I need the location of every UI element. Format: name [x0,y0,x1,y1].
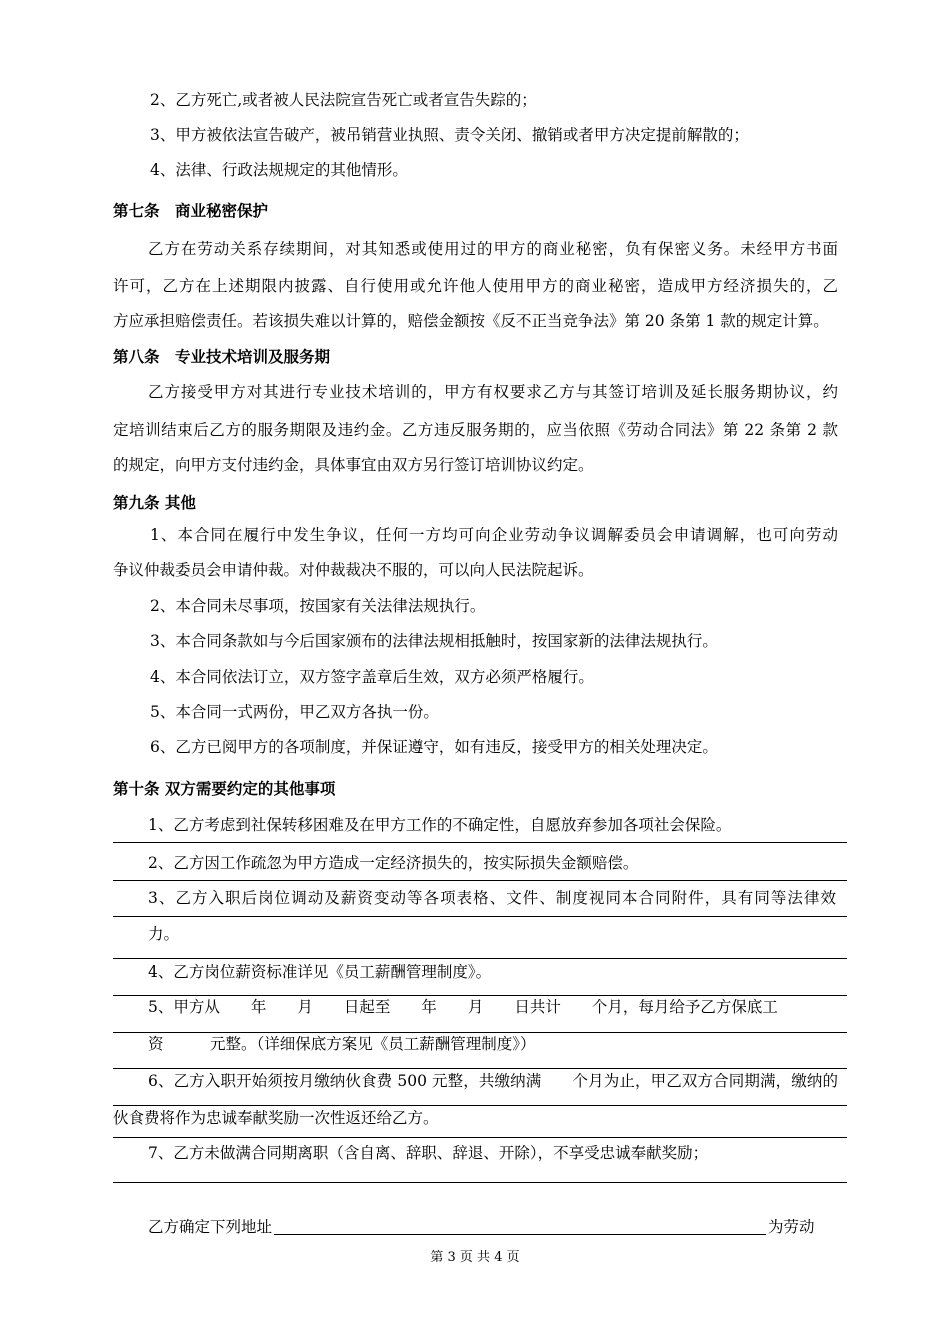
address-trailing-text: 为劳动 [768,1218,815,1236]
section-heading: 第九条 其他 [113,493,196,512]
text-line: 3、本合同条款如与今后国家颁布的法律法规相抵触时，按国家新的法律法规执行。 [150,632,718,650]
underline [113,916,847,917]
text-line: 争议仲裁委员会申请仲裁。对仲裁裁决不服的，可以向人民法院起诉。 [113,561,594,579]
text-line: 伙食费将作为忠诚奉献奖励一次性返还给乙方。 [113,1109,439,1127]
underline [113,1032,847,1033]
page-number: 第 3 页 共 4 页 [430,1250,520,1265]
underline [113,1105,847,1106]
text-line: 2、乙方因工作疏忽为甲方造成一定经济损失的，按实际损失金额赔偿。 [148,854,639,872]
text-line: 资 元整。（详细保底方案见《员工薪酬管理制度》） [148,1035,536,1053]
text-line: 2、本合同未尽事项，按国家有关法律法规执行。 [150,597,486,615]
text-line: 乙方在劳动关系存续期间，对其知悉或使用过的甲方的商业秘密，负有保密义务。未经甲方书面 [148,240,838,258]
text-line: 4、本合同依法订立，双方签字盖章后生效，双方必须严格履行。 [150,668,594,686]
address-label: 乙方确定下列地址 [148,1218,273,1236]
text-line: 5、甲方从 年 月 日起至 年 月 日共计 个月，每月给予乙方保底工 [148,998,778,1016]
text-line: 方应承担赔偿责任。若该损失难以计算的，赔偿金额按《反不正当竞争法》第 20 条第 1 款的规定计算。 [113,312,829,330]
text-line: 7、乙方未做满合同期离职（含自离、辞职、辞退、开除），不享受忠诚奉献奖励； [148,1144,709,1162]
underline [113,995,847,996]
text-line: 3、甲方被依法宣告破产，被吊销营业执照、责令关闭、撤销或者甲方决定提前解散的； [150,126,749,144]
text-line: 3、乙方入职后岗位调动及薪资变动等各项表格、文件、制度视同本合同附件，具有同等法律效 [148,889,836,907]
text-line: 1、乙方考虑到社保转移困难及在甲方工作的不确定性，自愿放弃参加各项社会保险。 [148,816,732,834]
section-heading: 第八条 专业技术培训及服务期 [113,347,331,366]
section-heading: 第十条 双方需要约定的其他事项 [113,779,336,798]
text-line: 2、乙方死亡,或者被人民法院宣告死亡或者宣告失踪的； [150,91,537,109]
address-blank[interactable] [274,1234,766,1235]
text-line: 乙方接受甲方对其进行专业技术培训的，甲方有权要求乙方与其签订培训及延长服务期协议，约 [148,383,838,401]
text-line: 许可，乙方在上述期限内披露、自行使用或允许他人使用甲方的商业秘密，造成甲方经济损失的，乙 [113,277,838,295]
section-heading: 第七条 商业秘密保护 [113,201,269,220]
text-line: 6、乙方入职开始须按月缴纳伙食费 500 元整，共缴纳满 个月为止，甲乙双方合同期满，缴纳的 [148,1072,838,1090]
text-line: 6、乙方已阅甲方的各项制度，并保证遵守，如有违反，接受甲方的相关处理决定。 [150,738,718,756]
text-line: 5、本合同一式两份，甲乙双方各执一份。 [150,703,439,721]
underline [113,1137,847,1138]
text-line: 4、乙方岗位薪资标准详见《员工薪酬管理制度》。 [148,963,492,981]
underline [113,1068,847,1069]
text-line: 的规定，向甲方支付违约金，具体事宜由双方另行签订培训协议约定。 [113,456,594,474]
underline [113,958,847,959]
text-line: 力。 [148,925,180,943]
address-line [148,1217,815,1237]
underline [113,842,847,843]
text-line: 4、法律、行政法规规定的其他情形。 [150,161,408,179]
text-line: 定培训结束后乙方的服务期限及违约金。乙方违反服务期的，应当依照《劳动合同法》第 22 条第 2 款 [113,421,838,439]
underline [113,880,847,881]
text-line: 1、本合同在履行中发生争议，任何一方均可向企业劳动争议调解委员会申请调解，也可向劳动 [150,526,838,544]
underline [113,1182,847,1183]
